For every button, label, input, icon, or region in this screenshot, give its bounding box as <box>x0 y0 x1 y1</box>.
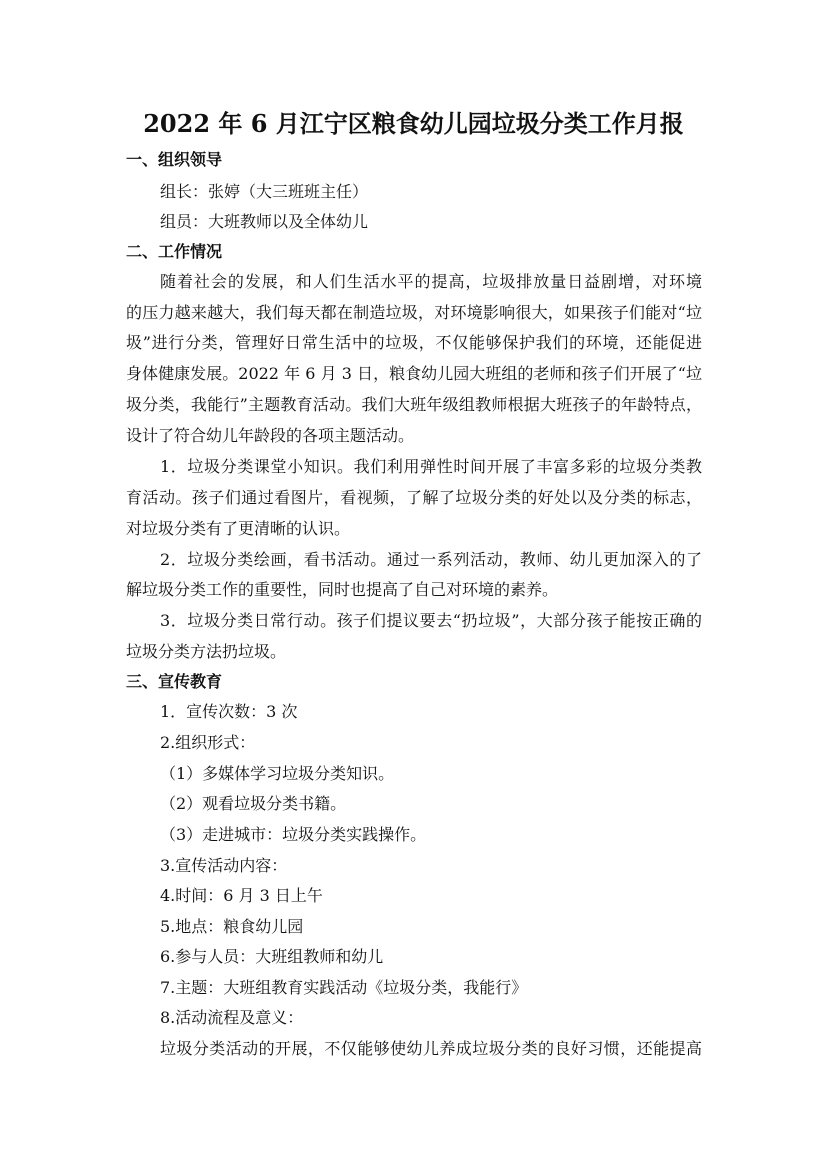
paragraph-line: 垃圾分类活动的开展，不仅能够使幼儿养成垃圾分类的良好习惯，还能提高 <box>160 1039 702 1058</box>
list-item: 8.活动流程及意义： <box>160 1008 304 1027</box>
paragraph-line: 3．垃圾分类日常行动。孩子们提议要去“扔垃圾”，大部分孩子能按正确的 <box>160 611 702 630</box>
list-item: 4.时间：6 月 3 日上午 <box>160 886 323 905</box>
members-line: 组员：大班教师以及全体幼儿 <box>160 212 369 231</box>
paragraph-line: 2．垃圾分类绘画，看书活动。通过一系列活动，教师、幼儿更加深入的了 <box>160 550 702 569</box>
paragraph-line: 育活动。孩子们通过看图片，看视频，了解了垃圾分类的好处以及分类的标志， <box>126 488 702 507</box>
list-item: 5.地点：粮食幼儿园 <box>160 917 304 936</box>
section-heading-work: 二、工作情况 <box>126 242 223 261</box>
paragraph-line: 对垃圾分类有了更清晰的认识。 <box>126 519 351 538</box>
list-item: （1）多媒体学习垃圾分类知识。 <box>160 764 395 783</box>
paragraph-line: 设计了符合幼儿年龄段的各项主题活动。 <box>126 426 415 445</box>
leader-line: 组长：张婷（大三班班主任） <box>160 182 369 201</box>
list-item: 3.宣传活动内容： <box>160 856 288 875</box>
paragraph-line: 圾分类，我能行”主题教育活动。我们大班年级组教师根据大班孩子的年龄特点， <box>126 395 702 414</box>
paragraph-line: 1．垃圾分类课堂小知识。我们利用弹性时间开展了丰富多彩的垃圾分类教 <box>160 457 702 476</box>
paragraph-line: 解垃圾分类工作的重要性，同时也提高了自己对环境的素养。 <box>126 580 559 599</box>
section-heading-organization: 一、组织领导 <box>126 150 223 169</box>
list-item: 6.参与人员：大班组教师和幼儿 <box>160 947 384 966</box>
paragraph-line: 身体健康发展。2022 年 6 月 3 日，粮食幼儿园大班组的老师和孩子们开展了“垃 <box>126 364 702 383</box>
section-heading-publicity: 三、宣传教育 <box>126 672 223 691</box>
list-item: 7.主题：大班组教育实践活动《垃圾分类，我能行》 <box>160 978 528 997</box>
list-item: 2.组织形式： <box>160 733 256 752</box>
page-title: 2022 年 6 月江宁区粮食幼儿园垃圾分类工作月报 <box>143 109 684 138</box>
list-item: （3）走进城市：垃圾分类实践操作。 <box>160 825 427 844</box>
paragraph-line: 圾”进行分类，管理好日常生活中的垃圾，不仅能够保护我们的环境，还能促进 <box>126 333 702 352</box>
list-item: 1．宣传次数：3 次 <box>160 702 298 721</box>
paragraph-line: 随着社会的发展，和人们生活水平的提高，垃圾排放量日益剧增，对环境 <box>160 272 702 291</box>
paragraph-line: 的压力越来越大，我们每天都在制造垃圾，对环境影响很大，如果孩子们能对“垃 <box>126 303 702 322</box>
list-item: （2）观看垃圾分类书籍。 <box>160 794 347 813</box>
paragraph-line: 垃圾分类方法扔垃圾。 <box>126 642 287 661</box>
